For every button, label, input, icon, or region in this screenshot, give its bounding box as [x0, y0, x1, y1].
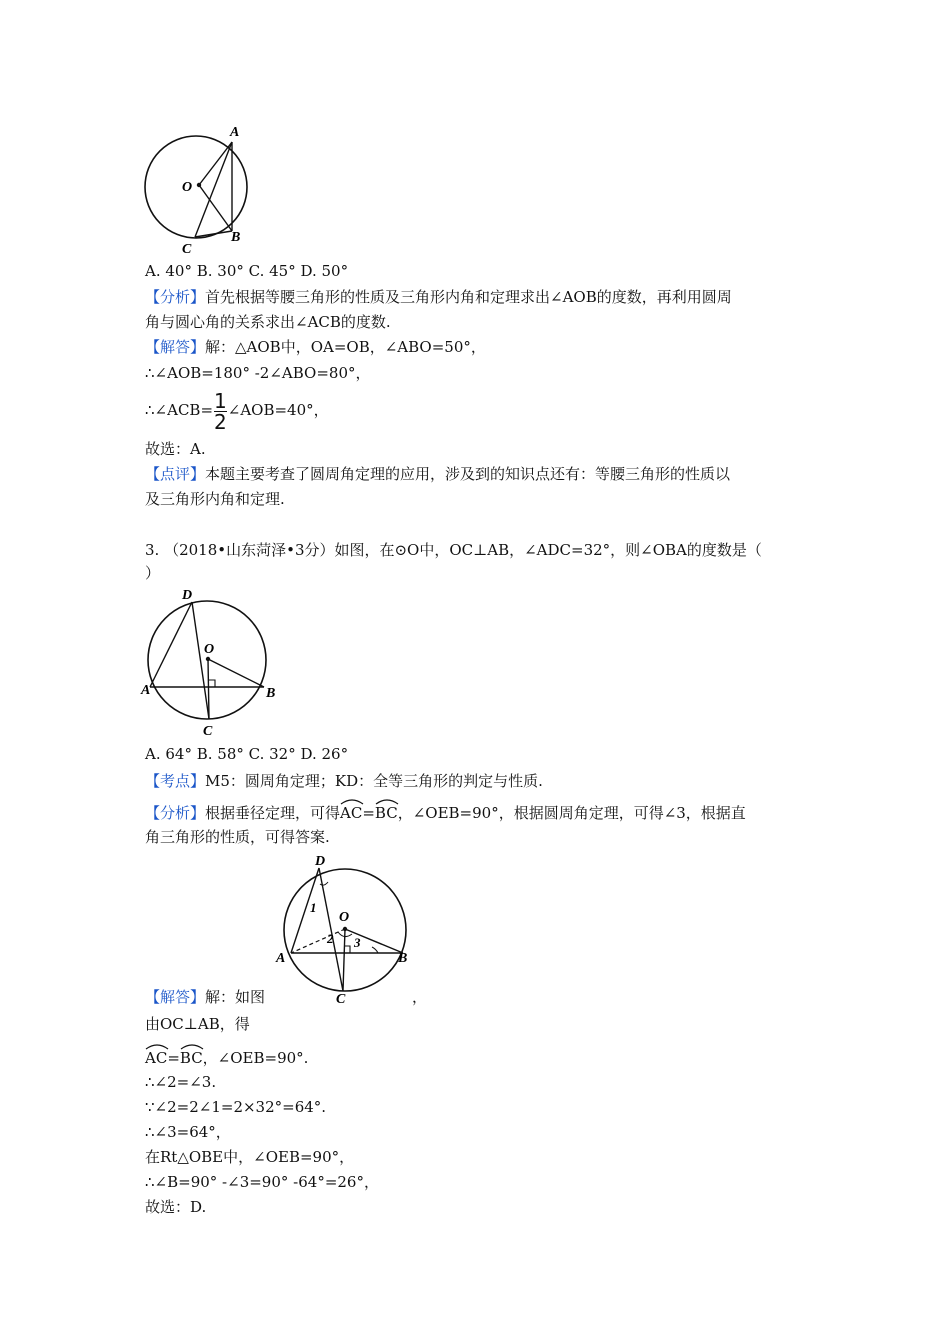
figure-circle-aob — [140, 122, 270, 257]
label-o: O — [339, 910, 350, 925]
label-a: A — [276, 951, 286, 966]
q3-kaodian: 【考点】M5：圆周角定理；KD：全等三角形的判定与性质. — [145, 772, 543, 790]
tag-review: 【点评】 — [145, 465, 206, 483]
label-o: O — [182, 180, 193, 195]
q3-step-3: ∴∠2=∠3. — [145, 1073, 217, 1091]
q3-solution: 【解答】解：如图 — [145, 988, 266, 1006]
label-a: A — [141, 683, 151, 698]
label-angle-3: 3 — [354, 935, 361, 950]
q2-step-2: ∴∠AOB=180° -2∠ABO=80°， — [145, 364, 371, 382]
arc-ac: AC — [145, 1044, 167, 1068]
label-d: D — [182, 588, 193, 603]
label-o: O — [204, 642, 215, 657]
figure-circle-solution — [272, 850, 417, 1005]
q3-stem-cont: ） — [145, 564, 161, 582]
q2-solution: 【解答】解：△AOB中，OA=OB，∠ABO=50°， — [145, 338, 486, 356]
tag-solution: 【解答】 — [145, 338, 206, 356]
arc-bc: BC — [375, 799, 398, 823]
tag-solution: 【解答】 — [145, 988, 206, 1006]
q3-stem: 3. （2018•山东菏泽•3分）如图，在⊙O中，OC⊥AB，∠ADC=32°，则∠OBA的度数是（ — [145, 541, 762, 559]
q3-analysis-cont: 角三角形的性质，可得答案. — [145, 828, 330, 846]
tag-analysis: 【分析】 — [145, 288, 206, 306]
tag-analysis: 【分析】 — [145, 804, 206, 822]
q2-options: A. 40° B. 30° C. 45° D. 50° — [145, 262, 349, 280]
label-c: C — [203, 724, 213, 738]
q2-answer: 故选：A. — [145, 440, 206, 458]
q3-step-2: AC= BC，∠OEB=90°. — [145, 1044, 308, 1068]
tag-kaodian: 【考点】 — [145, 772, 206, 790]
label-b: B — [398, 951, 408, 966]
q3-answer: 故选：D. — [145, 1198, 207, 1216]
q3-step-1: 由OC⊥AB，得 — [145, 1015, 250, 1033]
q2-analysis-cont: 角与圆心角的关系求出∠ACB的度数. — [145, 313, 391, 331]
fraction-half: $\frac{1}{2}$ — [214, 388, 227, 434]
label-angle-1: 1 — [310, 900, 317, 915]
q3-options: A. 64° B. 58° C. 32° D. 26° — [145, 745, 349, 763]
label-a: A — [230, 125, 240, 140]
q2-analysis: 【分析】首先根据等腰三角形的性质及三角形内角和定理求出∠AOB的度数，再利用圆周 — [145, 288, 732, 306]
q2-review-cont: 及三角形内角和定理. — [145, 490, 285, 508]
q3-step-6: 在Rt△OBE中，∠OEB=90°， — [145, 1148, 355, 1166]
arc-bc: BC — [180, 1044, 203, 1068]
arc-ac: AC — [340, 799, 362, 823]
q2-step-3: ∴∠ACB= $\frac{1}{2}$ ∠AOB=40°， — [145, 388, 329, 434]
q3-analysis: 【分析】根据垂径定理，可得 AC= BC，∠OEB=90°，根据圆周角定理，可得∠3，根据直 — [145, 799, 746, 823]
q3-solution-comma: ， — [412, 988, 428, 1006]
q2-review: 【点评】本题主要考查了圆周角定理的应用，涉及到的知识点还有：等腰三角形的性质以 — [145, 465, 731, 483]
label-c: C — [182, 242, 192, 257]
q3-step-5: ∴∠3=64°， — [145, 1123, 231, 1141]
label-b: B — [231, 230, 241, 245]
label-c: C — [336, 992, 346, 1005]
figure-circle-q3 — [140, 583, 285, 738]
label-b: B — [266, 686, 276, 701]
label-angle-2: 2 — [327, 931, 334, 946]
q3-step-4: ∵∠2=2∠1=2×32°=64°. — [145, 1098, 327, 1116]
label-d: D — [315, 854, 326, 869]
q3-step-7: ∴∠B=90° -∠3=90° -64°=26°， — [145, 1173, 379, 1191]
